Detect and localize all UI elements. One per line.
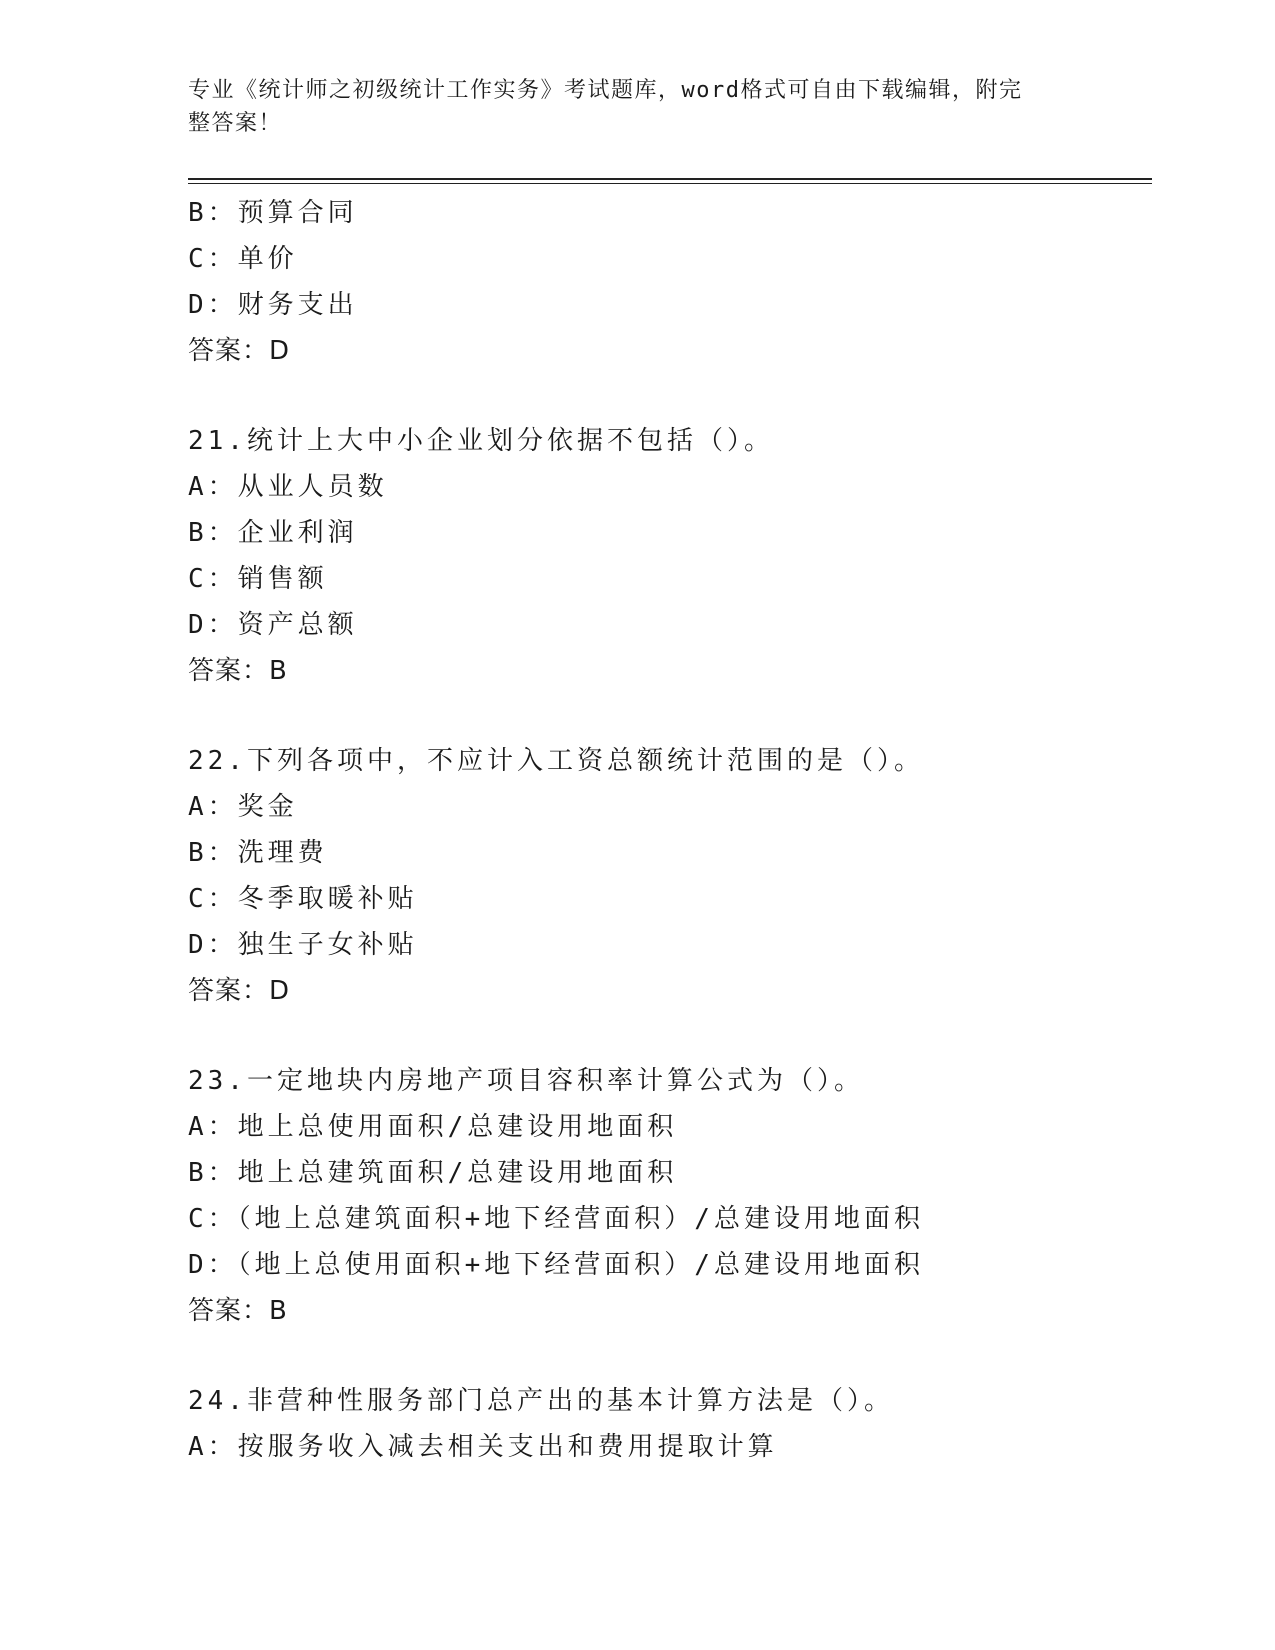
option-d: D：独生子女补贴 <box>188 930 418 960</box>
question-text: 24.非营种性服务部门总产出的基本计算方法是（）。 <box>188 1386 894 1416</box>
option-d: D：资产总额 <box>188 610 358 640</box>
option-a: A：按服务收入减去相关支出和费用提取计算 <box>188 1432 778 1462</box>
answer: 答案：B <box>188 1296 288 1326</box>
option-a: A：地上总使用面积/总建设用地面积 <box>188 1112 678 1142</box>
option-d: D：财务支出 <box>188 290 358 320</box>
question-list <box>188 190 1152 1470</box>
option-a: A：奖金 <box>188 792 298 822</box>
question-23 <box>188 1058 1152 1334</box>
header-rule-bottom <box>188 183 1152 184</box>
question-text: 21.统计上大中小企业划分依据不包括（）。 <box>188 426 774 456</box>
option-c: C：单价 <box>188 244 298 274</box>
answer: 答案：D <box>188 976 291 1006</box>
option-a: A：从业人员数 <box>188 472 388 502</box>
question-20-continued <box>188 190 1152 374</box>
question-text: 23.一定地块内房地产项目容积率计算公式为（）。 <box>188 1066 864 1096</box>
option-b: B：地上总建筑面积/总建设用地面积 <box>188 1158 678 1188</box>
question-22 <box>188 738 1152 1014</box>
option-b: B：洗理费 <box>188 838 328 868</box>
question-24 <box>188 1378 1152 1470</box>
question-21 <box>188 418 1152 694</box>
answer: 答案：B <box>188 656 288 686</box>
question-text: 22.下列各项中，不应计入工资总额统计范围的是（）。 <box>188 746 924 776</box>
document-header <box>188 74 1068 140</box>
option-c: C：冬季取暖补贴 <box>188 884 418 914</box>
option-b: B：企业利润 <box>188 518 358 548</box>
header-rule-top <box>188 178 1152 180</box>
header-line-2: 整答案！ <box>188 111 283 136</box>
option-c: C：（地上总建筑面积+地下经营面积）/总建设用地面积 <box>188 1204 924 1234</box>
option-d: D：（地上总使用面积+地下经营面积）/总建设用地面积 <box>188 1250 924 1280</box>
answer: 答案：D <box>188 336 291 366</box>
option-b: B：预算合同 <box>188 198 358 228</box>
option-c: C：销售额 <box>188 564 328 594</box>
header-line-1: 专业《统计师之初级统计工作实务》考试题库，word格式可自由下载编辑，附完 <box>188 78 1023 103</box>
